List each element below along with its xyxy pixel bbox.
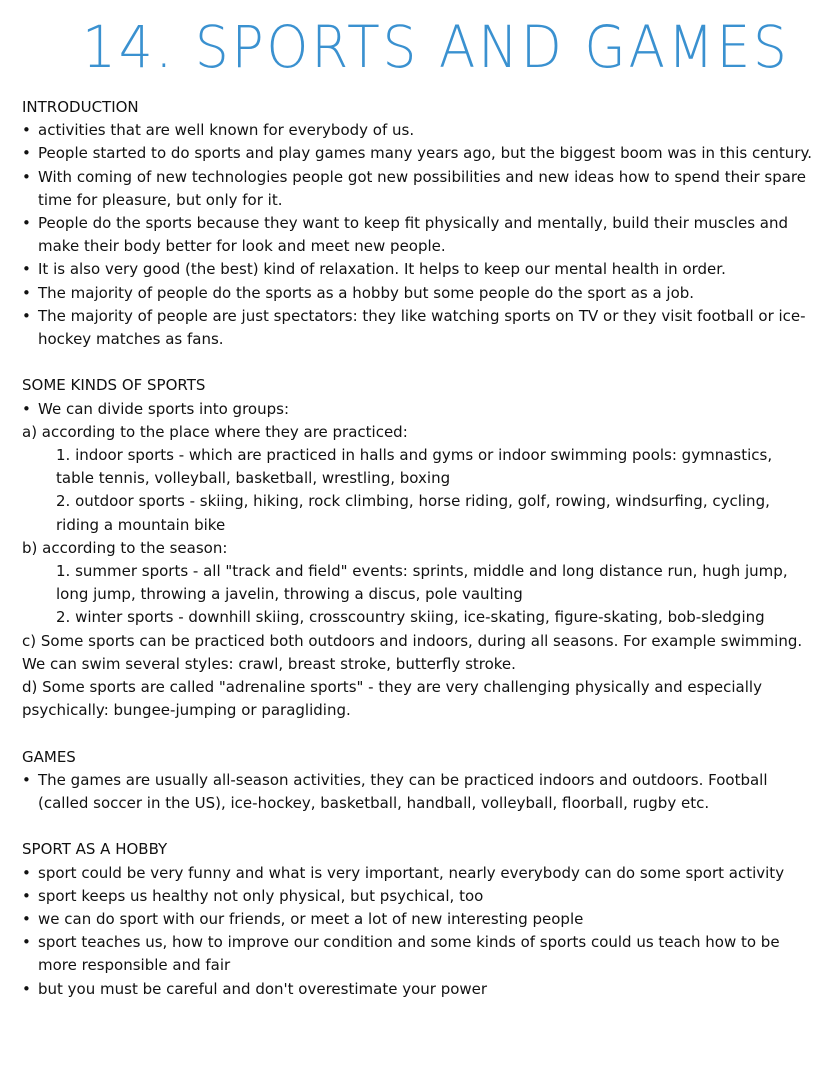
- list-item: • People do the sports because they want to keep fit physically and mentally, build their muscles and make their body better for look and meet new people.: [22, 212, 812, 258]
- introduction-list: [22, 119, 812, 351]
- list-item: • sport could be very funny and what is very important, nearly everybody can do some sport activity: [22, 862, 812, 885]
- list-item: • activities that are well known for everybody of us.: [22, 119, 812, 142]
- group-b: b) according to the season:: [22, 538, 228, 557]
- list-item: • The games are usually all-season activities, they can be practiced indoors and outdoors. Football (called soccer in the US), ice-hockey, basketball, handball, volleyball, floorball, rugby etc.: [22, 769, 812, 815]
- list-item: • The majority of people are just spectators: they like watching sports on TV or they visit football or ice-hockey matches as fans.: [22, 305, 812, 351]
- hobby-list: [22, 862, 812, 1001]
- list-item: • we can do sport with our friends, or meet a lot of new interesting people: [22, 908, 812, 931]
- list-item: • but you must be careful and don't overestimate your power: [22, 978, 812, 1001]
- games-list: [22, 769, 812, 815]
- document-body: [22, 96, 812, 1024]
- list-item: • We can divide sports into groups:: [22, 398, 812, 421]
- list-item: • With coming of new technologies people got new possibilities and new ideas how to spend their spare time for pleasure, but only for it.: [22, 166, 812, 212]
- introduction-heading: INTRODUCTION: [22, 98, 139, 116]
- list-item: • It is also very good (the best) kind of relaxation. It helps to keep our mental health in order.: [22, 258, 812, 281]
- group-d: d) Some sports are called "adrenaline sports" - they are very challenging physically and especially psychically: bungee-jumping or paragliding.: [22, 678, 762, 720]
- list-item: • sport teaches us, how to improve our condition and some kinds of sports could us teach how to be more responsible and fair: [22, 931, 812, 977]
- group-a-item-1: 1. indoor sports - which are practiced in halls and gyms or indoor swimming pools: gymnastics, table tennis, volleyball, basketball, wrestling, boxing: [56, 446, 773, 488]
- introduction-section: [22, 96, 812, 351]
- kinds-heading: SOME KINDS OF SPORTS: [22, 376, 206, 395]
- kinds-list: [22, 398, 812, 421]
- group-b-item-1: 1. summer sports - all "track and field" events: sprints, middle and long distance run, hugh jump, long jump, throwing a javelin, throwing a discus, pole vaulting: [56, 562, 788, 604]
- list-item: • The majority of people do the sports as a hobby but some people do the sport as a job.: [22, 282, 812, 305]
- games-heading: GAMES: [22, 747, 76, 766]
- hobby-heading: SPORT AS A HOBBY: [22, 840, 168, 859]
- list-item: • sport keeps us healthy not only physical, but psychical, too: [22, 885, 812, 908]
- list-item: • People started to do sports and play games many years ago, but the biggest boom was in this century.: [22, 142, 812, 165]
- page-title: 14. SPORTS AND GAMES: [82, 13, 790, 81]
- group-a: a) according to the place where they are practiced:: [22, 422, 408, 441]
- group-a-item-2: 2. outdoor sports - skiing, hiking, rock climbing, horse riding, golf, rowing, windsurfing, cycling, riding a mountain bike: [56, 492, 770, 534]
- group-c: c) Some sports can be practiced both outdoors and indoors, during all seasons. For example swimming. We can swim several styles: crawl, breast stroke, butterfly stroke.: [22, 631, 803, 673]
- hobby-section: [22, 838, 812, 1000]
- group-b-item-2: 2. winter sports - downhill skiing, crosscountry skiing, ice-skating, figure-skating, bob-sledging: [56, 608, 765, 627]
- kinds-section: [22, 374, 812, 722]
- games-section: [22, 746, 812, 816]
